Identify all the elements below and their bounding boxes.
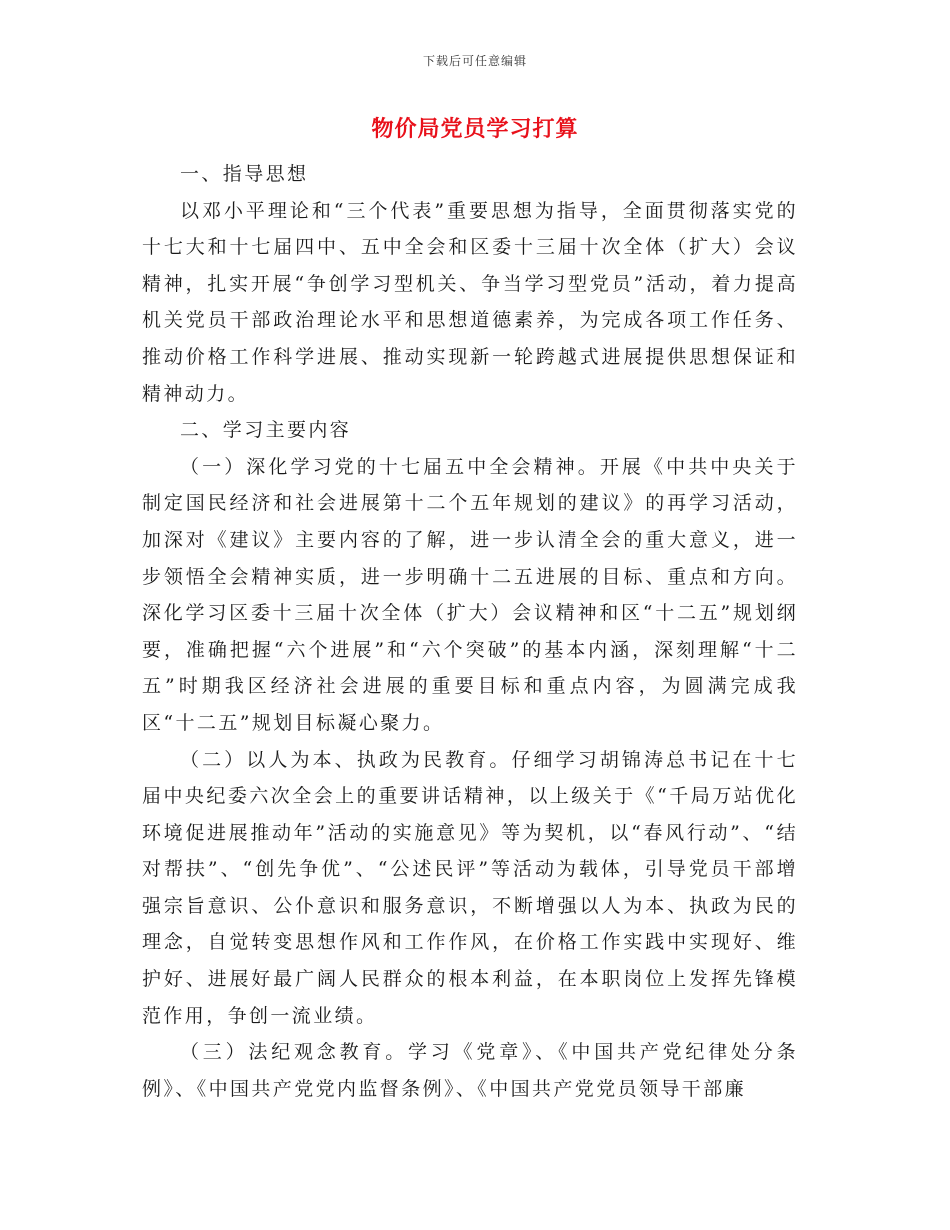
section-heading-main-content: 二、学习主要内容 (180, 419, 352, 442)
paragraph-guiding-ideology: 以邓小平理论和“三个代表”重要思想为指导，全面贯彻落实党的十七大和十七届四中、五中全会和区委十三届十次全体（扩大）会议精神，扎实开展“争创学习型机关、争当学习型党员”活动，着力提高机关党员干部政治理论水平和思想道德素养，为完成各项工作任务、推动价格工作科学进展、推动实现新一轮跨越式进展提供思想保证和精神动力。 (142, 199, 798, 405)
paragraph-item-2: （二）以人为本、执政为民教育。仔细学习胡锦涛总书记在十七届中央纪委六次全会上的重要讲话精神，以上级关于《“千局万站优化环境促进展推动年”活动的实施意见》等为契机，以“春风行动”、“结对帮扶”、“创先争优”、“公述民评”等活动为载体，引导党员干部增强宗旨意识、公仆意识和服务意识，不断增强以人为本、执政为民的理念，自觉转变思想作风和工作作风，在价格工作实践中实现好、维护好、进展好最广阔人民群众的根本利益，在本职岗位上发挥先锋模范作用，争创一流业绩。 (142, 748, 798, 1027)
paragraph-item-1: （一）深化学习党的十七届五中全会精神。开展《中共中央关于制定国民经济和社会进展第十二个五年规划的建议》的再学习活动，加深对《建议》主要内容的了解，进一步认清全会的重大意义，进一步领悟全会精神实质，进一步明确十二五进展的目标、重点和方向。深化学习区委十三届十次全体（扩大）会议精神和区“十二五”规划纲要，准确把握“六个进展”和“六个突破”的基本内涵，深刻理解“十二五”时期我区经济社会进展的重要目标和重点内容，为圆满完成我区“十二五”规划目标凝心聚力。 (142, 455, 798, 734)
document-body (142, 156, 798, 1107)
document-title: 物价局党员学习打算 (371, 116, 579, 142)
section-heading-guiding-ideology: 一、指导思想 (180, 163, 309, 185)
paragraph-item-3: （三）法纪观念教育。学习《党章》、《中国共产党纪律处分条例》、《中国共产党党内监督条例》、《中国共产党党员领导干部廉 (142, 1041, 798, 1100)
download-note: 下载后可任意编辑 (422, 54, 527, 68)
